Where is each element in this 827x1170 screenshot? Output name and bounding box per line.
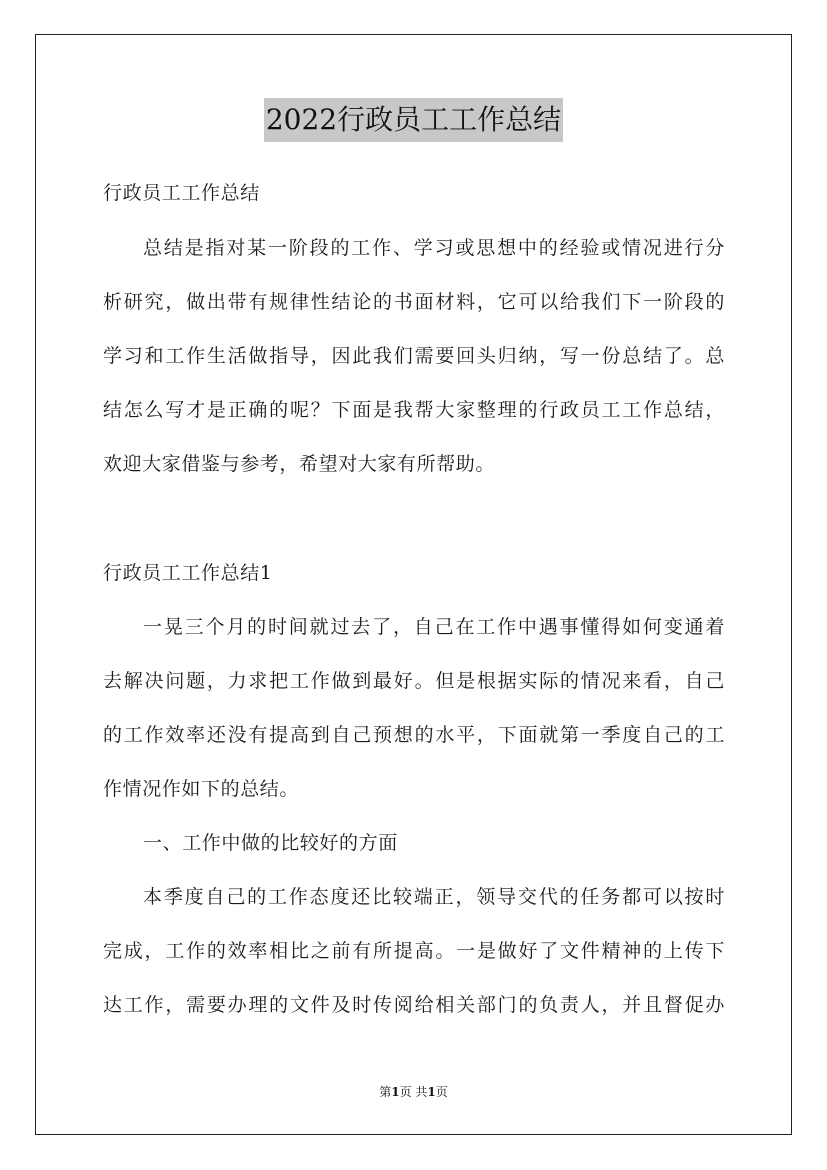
footer-prefix: 第: [379, 1085, 392, 1099]
paragraph-line: 去解决问题，力求把工作做到最好。但是根据实际的情况来看，自己: [103, 670, 725, 692]
title-container: [0, 98, 827, 142]
page-footer: [0, 1083, 827, 1100]
section-heading: 行政员工工作总结1: [103, 562, 273, 584]
paragraph-line: 结怎么写才是正确的呢？下面是我帮大家整理的行政员工工作总结，: [103, 399, 725, 421]
paragraph-line: 作情况作如下的总结。: [103, 778, 300, 800]
paragraph-line: 一晃三个月的时间就过去了，自己在工作中遇事懂得如何变通着: [143, 616, 725, 638]
paragraph-line: 的工作效率还没有提高到自己预想的水平，下面就第一季度自己的工: [103, 724, 725, 746]
paragraph-line: 析研究，做出带有规律性结论的书面材料，它可以给我们下一阶段的: [103, 291, 725, 313]
total-page-number: 1: [427, 1085, 436, 1099]
document-title: 2022行政员工工作总结: [264, 98, 563, 142]
section-heading: 行政员工工作总结: [103, 182, 260, 204]
footer-mid: 页 共: [399, 1085, 428, 1099]
paragraph-line: 本季度自己的工作态度还比较端正，领导交代的任务都可以按时: [143, 886, 725, 908]
paragraph-line: 完成，工作的效率相比之前有所提高。一是做好了文件精神的上传下: [103, 940, 725, 962]
current-page-number: 1: [391, 1085, 400, 1099]
paragraph-line: 达工作，需要办理的文件及时传阅给相关部门的负责人，并且督促办: [103, 994, 725, 1016]
paragraph-line: 总结是指对某一阶段的工作、学习或思想中的经验或情况进行分: [143, 237, 725, 259]
footer-suffix: 页: [435, 1085, 448, 1099]
subsection-heading: 一、工作中做的比较好的方面: [143, 832, 398, 854]
paragraph-line: 欢迎大家借鉴与参考，希望对大家有所帮助。: [103, 453, 496, 475]
paragraph-line: 学习和工作生活做指导，因此我们需要回头归纳，写一份总结了。总: [103, 345, 725, 367]
